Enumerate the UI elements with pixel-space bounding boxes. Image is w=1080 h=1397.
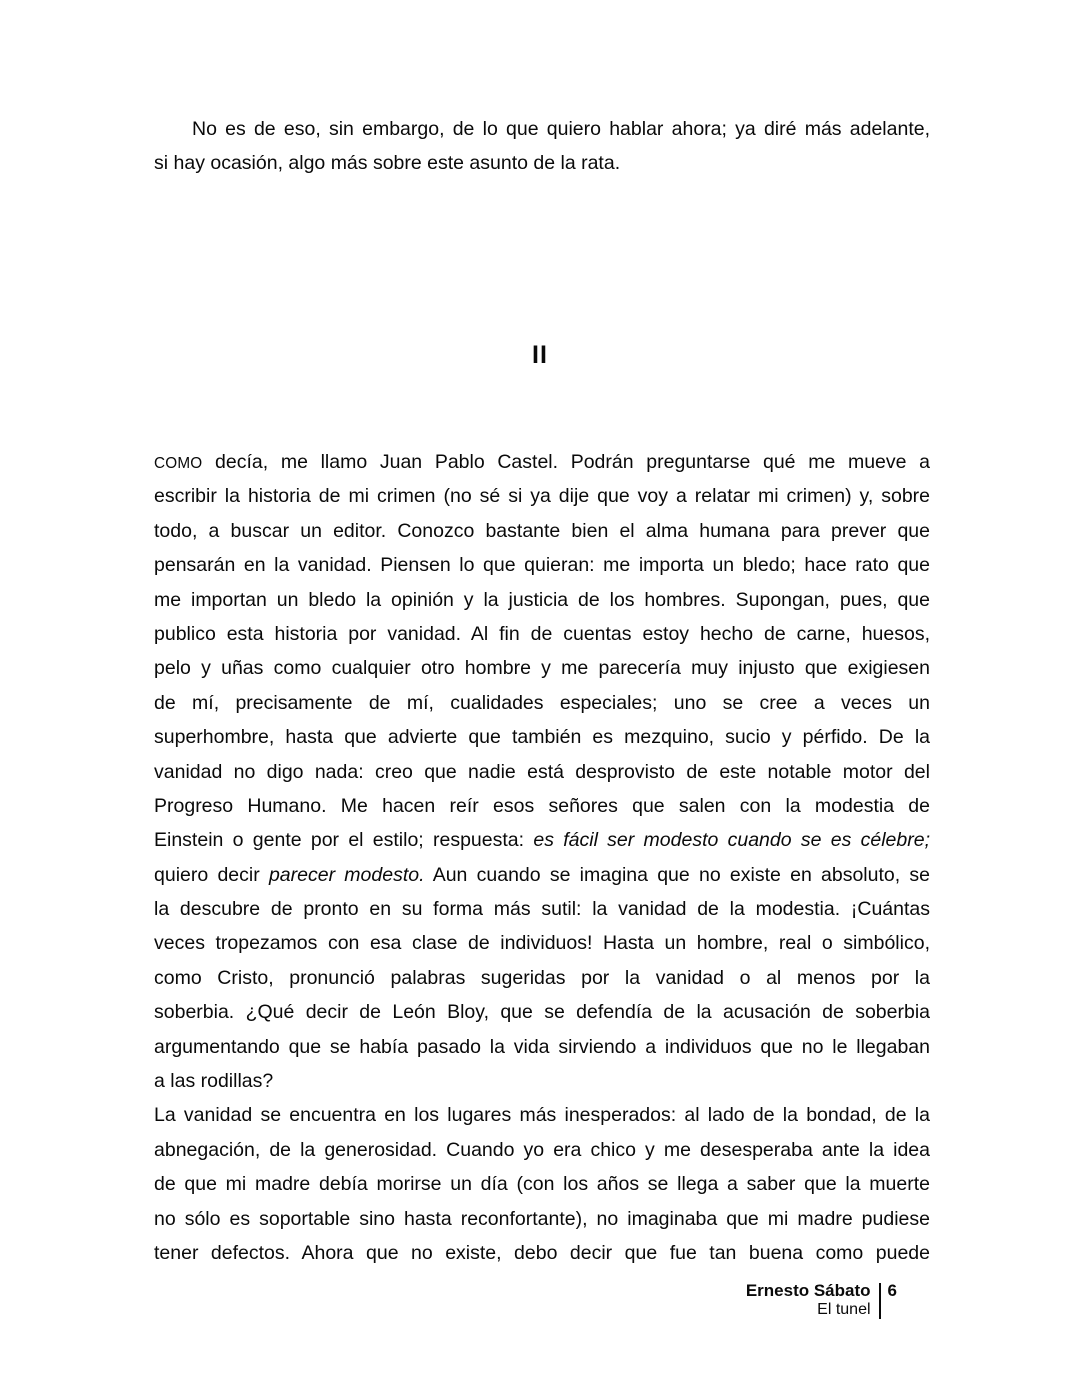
italic-text: es fácil ser modesto cuando se es célebre; bbox=[533, 829, 930, 852]
smallcaps-text: COMO bbox=[154, 455, 203, 472]
text-segment: no sólo es soportable sino hasta reconfortante), no imaginaba que mi madre pudiese bbox=[154, 1207, 930, 1230]
text-segment: veces tropezamos con esa clase de individuos! Hasta un hombre, real o simbólico, bbox=[154, 932, 930, 955]
text-line bbox=[154, 1167, 930, 1201]
text-segment: la descubre de pronto en su forma más sutil: la vanidad de la modestia. ¡Cuántas bbox=[154, 898, 930, 921]
text-segment: Progreso Humano. Me hacen reír esos señores que salen con la modestia de bbox=[154, 794, 930, 817]
text-segment: superhombre, hasta que advierte que también es mezquino, sucio y pérfido. De la bbox=[154, 726, 930, 749]
text-line bbox=[154, 1236, 930, 1270]
footer-text-block bbox=[746, 1281, 879, 1319]
text-line bbox=[154, 514, 930, 548]
text-segment: de mí, precisamente de mí, cualidades especiales; uno se cree a veces un bbox=[154, 691, 930, 714]
text-line bbox=[154, 1098, 930, 1132]
footer-author: Ernesto Sábato bbox=[745, 1281, 871, 1300]
text-segment: todo, a buscar un editor. Conozco bastante bien el alma humana para prever que bbox=[154, 519, 930, 542]
text-line bbox=[154, 445, 930, 479]
text-line bbox=[154, 1133, 930, 1167]
text-segment: pensarán en la vanidad. Piensen lo que quieran: me importa un bledo; hace rato que bbox=[154, 554, 930, 577]
text-segment: como Cristo, pronunció palabras sugeridas por la vanidad o al menos por la bbox=[154, 966, 930, 989]
text-line bbox=[154, 686, 930, 720]
text-line bbox=[154, 112, 930, 146]
text-segment: escribir la historia de mi crimen (no sé si ya dije que voy a relatar mi crimen) y, sobre bbox=[154, 485, 930, 508]
text-segment: publico esta historia por vanidad. Al fin de cuentas estoy hecho de carne, huesos, bbox=[154, 622, 930, 645]
text-segment: La vanidad se encuentra en los lugares más inesperados: al lado de la bondad, de la bbox=[154, 1104, 930, 1127]
text-line bbox=[154, 892, 930, 926]
italic-text: parecer modesto. bbox=[268, 863, 425, 886]
text-line bbox=[154, 858, 930, 892]
text-segment: quiero decir bbox=[154, 863, 269, 886]
text-line bbox=[154, 995, 930, 1029]
text-line bbox=[154, 617, 930, 651]
text-segment: si hay ocasión, algo más sobre este asunto de la rata. bbox=[154, 152, 621, 175]
text-segment: argumentando que se había pasado la vida sirviendo a individuos que no le llegaban bbox=[154, 1035, 930, 1058]
text-segment: Einstein o gente por el estilo; respuesta: bbox=[154, 829, 534, 852]
text-line bbox=[154, 720, 930, 754]
text-line bbox=[154, 789, 930, 823]
text-line bbox=[154, 651, 930, 685]
text-line bbox=[154, 1202, 930, 1236]
intro-paragraph bbox=[154, 112, 930, 181]
text-segment: vanidad no digo nada: creo que nadie está desprovisto de este notable motor del bbox=[154, 760, 930, 783]
text-line bbox=[154, 823, 930, 857]
text-line bbox=[154, 1064, 930, 1098]
text-line bbox=[154, 146, 930, 180]
page-footer bbox=[746, 1281, 897, 1319]
text-segment: No es de eso, sin embargo, de lo que quiero hablar ahora; ya diré más adelante, bbox=[192, 118, 930, 140]
text-line bbox=[154, 479, 930, 513]
text-line bbox=[154, 1030, 930, 1064]
footer-page-number: 6 bbox=[887, 1281, 897, 1300]
text-segment: pelo y uñas como cualquier otro hombre y me parecería muy injusto que exigiesen bbox=[154, 657, 930, 680]
footer-book-title: El tunel bbox=[817, 1301, 871, 1318]
text-segment: soberbia. ¿Qué decir de León Bloy, que se defendía de la acusación de soberbia bbox=[154, 1001, 930, 1024]
text-segment: Aun cuando se imagina que no existe en absoluto, se bbox=[424, 863, 931, 886]
text-segment: tener defectos. Ahora que no existe, debo decir que fue tan buena como puede bbox=[154, 1241, 930, 1264]
text-segment: me importan un bledo la opinión y la justicia de los hombres. Supongan, pues, que bbox=[154, 588, 930, 611]
text-segment: abnegación, de la generosidad. Cuando yo era chico y me desesperaba ante la idea bbox=[154, 1138, 930, 1161]
text-segment: a las rodillas? bbox=[154, 1070, 274, 1093]
text-segment: decía, me llamo Juan Pablo Castel. Podrán preguntarse qué me mueve a bbox=[202, 451, 930, 473]
text-line bbox=[154, 548, 930, 582]
text-line bbox=[154, 961, 930, 995]
text-line bbox=[154, 755, 930, 789]
text-segment: de que mi madre debía morirse un día (con los años se llega a saber que la muerte bbox=[154, 1173, 930, 1196]
body-paragraph bbox=[154, 445, 930, 1270]
text-line bbox=[154, 583, 930, 617]
text-line bbox=[154, 926, 930, 960]
chapter-heading: II bbox=[532, 341, 548, 369]
